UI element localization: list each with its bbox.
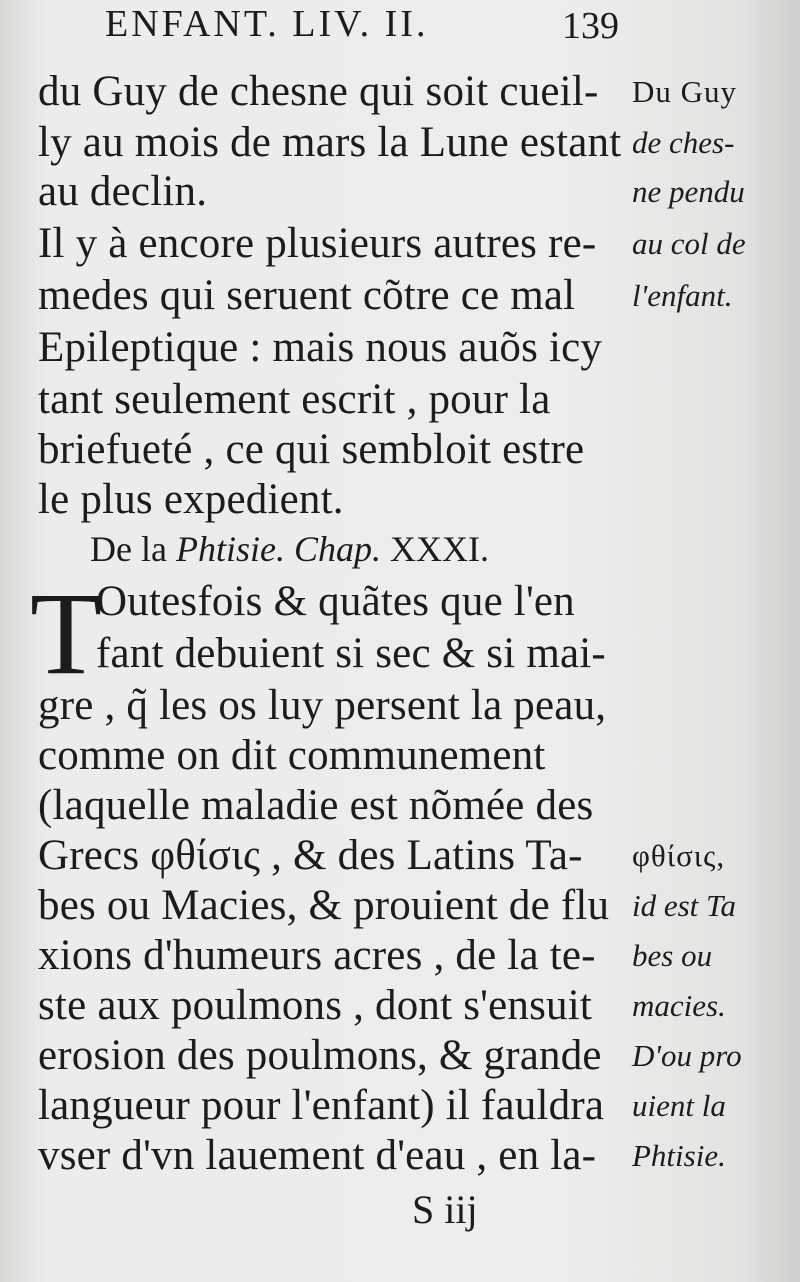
text-line: Grecs φθίσις , & des Latins Ta- bbox=[38, 832, 583, 879]
text-line: gre , q̃ les os luy persent la peau, bbox=[38, 682, 607, 729]
running-title: ENFANT. LIV. II. bbox=[105, 3, 429, 45]
chapter-heading-number: XXXI. bbox=[389, 529, 489, 569]
text-line: (laquelle maladie est nõmée des bbox=[38, 782, 594, 829]
text-line: erosion des poulmons, & grande bbox=[38, 1032, 602, 1079]
signature-mark: S iij bbox=[412, 1187, 478, 1232]
text-line: vser d'vn lauement d'eau , en la- bbox=[38, 1132, 597, 1179]
chapter-heading bbox=[90, 528, 489, 570]
chapter-heading-subject: Phtisie. bbox=[175, 529, 285, 569]
text-line: fant debuient si sec & si mai- bbox=[96, 630, 606, 677]
text-line: bes ou Macies, & prouient de flu bbox=[38, 882, 610, 929]
text-line: medes qui seruent cõtre ce mal bbox=[38, 272, 576, 319]
margin-note: ne pendu bbox=[632, 174, 745, 209]
text-line: ly au mois de mars la Lune estant bbox=[38, 119, 622, 166]
page-number: 139 bbox=[562, 5, 619, 47]
chapter-heading-chap: Chap. bbox=[284, 529, 390, 569]
margin-note: de ches- bbox=[632, 125, 735, 160]
margin-note: uient la bbox=[632, 1088, 726, 1123]
text-line: tant seulement escrit , pour la bbox=[38, 376, 551, 423]
drop-cap: T bbox=[30, 568, 103, 699]
text-line: xions d'humeurs acres , de la te- bbox=[38, 932, 596, 979]
margin-note: Du Guy bbox=[632, 74, 738, 109]
margin-note: l'enfant. bbox=[632, 278, 733, 313]
margin-note: id est Ta bbox=[632, 888, 736, 923]
text-line: au declin. bbox=[38, 168, 208, 215]
text-line: Outesfois & quãtes que l'en bbox=[96, 578, 575, 625]
text-line: langueur pour l'enfant) il fauldra bbox=[38, 1082, 605, 1129]
margin-note: macies. bbox=[632, 988, 726, 1023]
margin-note: φθίσις, bbox=[632, 838, 726, 873]
margin-note: D'ou pro bbox=[632, 1038, 742, 1073]
margin-note: Phtisie. bbox=[632, 1138, 726, 1173]
text-line: Epileptique : mais nous auõs icy bbox=[38, 324, 603, 371]
margin-note: bes ou bbox=[632, 938, 713, 973]
text-line: comme on dit communement bbox=[38, 732, 546, 779]
margin-note: au col de bbox=[632, 226, 746, 261]
text-line: du Guy de chesne qui soit cueil- bbox=[38, 68, 599, 115]
text-line: briefueté , ce qui sembloit estre bbox=[38, 426, 585, 473]
chapter-heading-de-la: De la bbox=[90, 529, 176, 569]
text-line: le plus expedient. bbox=[38, 476, 344, 523]
text-line: Il y à encore plusieurs autres re- bbox=[38, 220, 597, 267]
text-line: ste aux poulmons , dont s'ensuit bbox=[38, 982, 593, 1029]
